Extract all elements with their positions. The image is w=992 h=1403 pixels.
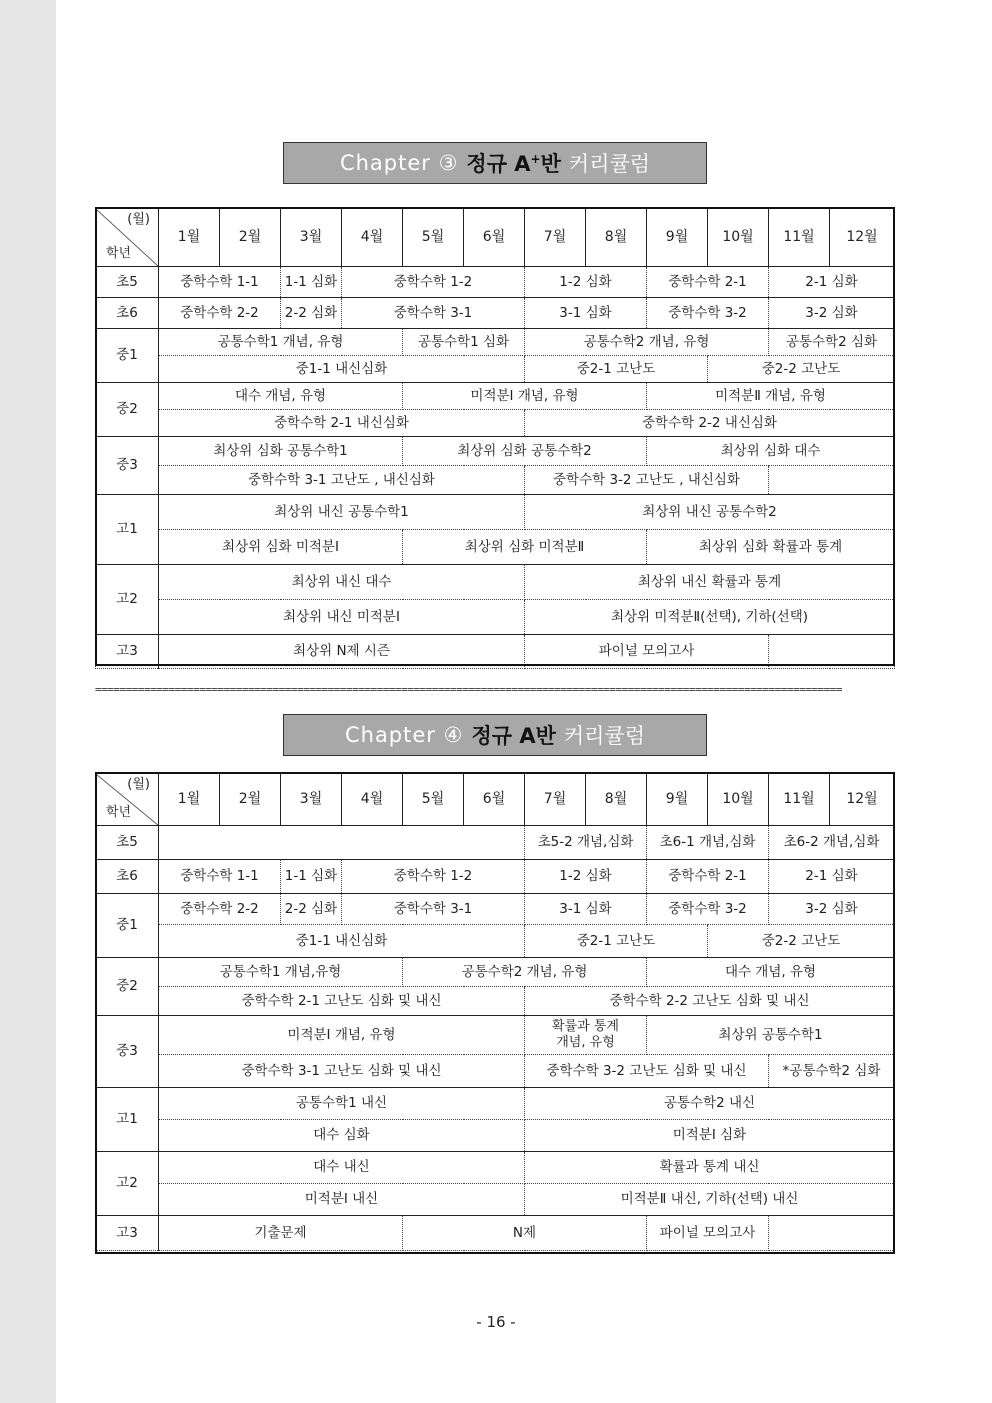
grade-label: 고1 [96, 1088, 159, 1152]
month-header: 12월 [830, 774, 895, 826]
course-cell: 중2-1 고난도 [525, 925, 708, 958]
table-row [96, 826, 895, 860]
month-header: 3월 [281, 774, 342, 826]
table-row [96, 1120, 895, 1152]
month-header: 3월 [281, 209, 342, 267]
table-row [96, 530, 895, 565]
course-cell: 최상위 심화 미적분Ⅰ [159, 530, 403, 565]
course-cell: 중1-1 내신심화 [159, 925, 525, 958]
course-cell: 3-1 심화 [525, 894, 647, 925]
corner-grade-label: 학년 [106, 805, 132, 821]
course-cell: 최상위 미적분Ⅱ(선택), 기하(선택) [525, 600, 895, 635]
month-header: 7월 [525, 209, 586, 267]
table-row [96, 1088, 895, 1120]
course-cell: 대수 심화 [159, 1120, 525, 1152]
course-cell: 중학수학 2-2 [159, 894, 281, 925]
course-cell: 중학수학 3-1 [342, 298, 525, 329]
table-row [96, 987, 895, 1016]
course-cell: 중학수학 3-2 고난도 , 내신심화 [525, 466, 769, 495]
course-cell: 미적분Ⅱ 내신, 기하(선택) 내신 [525, 1184, 895, 1216]
course-cell: 중학수학 2-2 고난도 심화 및 내신 [525, 987, 895, 1016]
month-header: 5월 [403, 774, 464, 826]
course-cell: 2-2 심화 [281, 298, 342, 329]
course-cell: 최상위 내신 대수 [159, 565, 525, 600]
course-cell: 2-1 심화 [769, 267, 895, 298]
month-header: 6월 [464, 209, 525, 267]
grade-label: 중3 [96, 437, 159, 495]
grade-label: 고2 [96, 1152, 159, 1216]
month-header-row [96, 774, 895, 826]
table-row [96, 298, 895, 329]
course-cell: 미적분Ⅱ 개념, 유형 [647, 383, 895, 410]
left-gutter [0, 0, 56, 1403]
table-row [96, 437, 895, 466]
course-cell: 최상위 심화 미적분Ⅱ [403, 530, 647, 565]
chapter4-class-name: 정규 A반 [471, 724, 556, 748]
course-cell: 2-1 심화 [769, 860, 895, 894]
course-cell: 기출문제 [159, 1216, 403, 1251]
course-cell: 2-2 심화 [281, 894, 342, 925]
month-header: 9월 [647, 209, 708, 267]
course-cell: 중2-1 고난도 [525, 356, 708, 383]
course-cell: 최상위 공통수학1 [647, 1016, 895, 1055]
chapter3-curriculum-table [95, 208, 895, 669]
chapter3-label: Chapter ③ [339, 151, 459, 175]
corner-cell [96, 209, 159, 267]
grade-label: 초5 [96, 267, 159, 298]
table-row [96, 495, 895, 530]
corner-month-label: (월) [127, 212, 150, 227]
table-row [96, 635, 895, 669]
course-cell: 중학수학 2-1 내신심화 [159, 410, 525, 437]
table-row [96, 1016, 895, 1055]
month-header: 8월 [586, 774, 647, 826]
course-cell: 최상위 내신 확률과 통계 [525, 565, 895, 600]
course-cell: 확률과 통계 개념, 유형 [525, 1016, 647, 1055]
course-cell: 파이널 모의고사 [525, 635, 769, 669]
course-cell: 1-1 심화 [281, 860, 342, 894]
empty-cell [769, 1216, 895, 1251]
grade-label: 중1 [96, 894, 159, 958]
grade-label: 고3 [96, 1216, 159, 1251]
chapter4-curriculum-table [95, 773, 895, 1251]
grade-label: 초5 [96, 826, 159, 860]
course-cell: 최상위 N제 시즌 [159, 635, 525, 669]
course-cell: N제 [403, 1216, 647, 1251]
empty-cell [159, 826, 525, 860]
grade-label: 고2 [96, 565, 159, 635]
course-cell: 미적분Ⅰ 개념, 유형 [159, 1016, 525, 1055]
course-cell: *공통수학2 심화 [769, 1055, 895, 1088]
table-row [96, 466, 895, 495]
chapter3-curriculum-label: 커리큘럼 [568, 152, 651, 176]
course-cell: 미적분Ⅰ 내신 [159, 1184, 525, 1216]
grade-label: 중2 [96, 383, 159, 437]
empty-cell [769, 635, 895, 669]
page-number: - 16 - [476, 1313, 516, 1331]
course-cell: 3-2 심화 [769, 298, 895, 329]
chapter4-curriculum-label: 커리큘럼 [563, 724, 646, 748]
course-cell: 중학수학 3-2 [647, 894, 769, 925]
course-cell: 공통수학2 개념, 유형 [403, 958, 647, 987]
month-header: 9월 [647, 774, 708, 826]
course-cell: 공통수학1 개념, 유형 [159, 329, 403, 356]
grade-label: 초6 [96, 860, 159, 894]
month-header: 1월 [159, 774, 220, 826]
course-cell: 중2-2 고난도 [708, 356, 895, 383]
course-cell: 공통수학2 내신 [525, 1088, 895, 1120]
course-cell: 중학수학 2-1 [647, 267, 769, 298]
grade-label: 고1 [96, 495, 159, 565]
course-cell: 초6-2 개념,심화 [769, 826, 895, 860]
course-cell: 중학수학 1-1 [159, 267, 281, 298]
grade-label: 중2 [96, 958, 159, 1016]
table-row [96, 329, 895, 356]
month-header: 2월 [220, 209, 281, 267]
course-cell: 중학수학 3-1 [342, 894, 525, 925]
course-cell: 중학수학 2-2 [159, 298, 281, 329]
course-cell: 중학수학 3-1 고난도 심화 및 내신 [159, 1055, 525, 1088]
month-header: 11월 [769, 209, 830, 267]
chapter3-class-name: 정규 A+반 [466, 152, 561, 176]
chapter4-label: Chapter ④ [344, 723, 464, 747]
grade-label: 초6 [96, 298, 159, 329]
course-cell: 중학수학 3-2 [647, 298, 769, 329]
course-cell: 공통수학2 개념, 유형 [525, 329, 769, 356]
course-cell: 최상위 심화 공통수학2 [403, 437, 647, 466]
course-cell: 중2-2 고난도 [708, 925, 895, 958]
course-cell: 확률과 통계 내신 [525, 1152, 895, 1184]
table-row [96, 600, 895, 635]
month-header: 8월 [586, 209, 647, 267]
table-row [96, 1216, 895, 1251]
course-cell: 최상위 심화 공통수학1 [159, 437, 403, 466]
course-cell: 초6-1 개념,심화 [647, 826, 769, 860]
table-row [96, 894, 895, 925]
course-cell: 최상위 심화 확률과 통계 [647, 530, 895, 565]
course-cell: 1-2 심화 [525, 860, 647, 894]
month-header: 6월 [464, 774, 525, 826]
course-cell: 중학수학 2-1 고난도 심화 및 내신 [159, 987, 525, 1016]
month-header: 2월 [220, 774, 281, 826]
course-cell: 3-2 심화 [769, 894, 895, 925]
course-cell: 중1-1 내신심화 [159, 356, 525, 383]
course-cell: 공통수학1 내신 [159, 1088, 525, 1120]
course-cell: 공통수학2 심화 [769, 329, 895, 356]
month-header: 10월 [708, 209, 769, 267]
month-header: 10월 [708, 774, 769, 826]
course-cell: 중학수학 3-2 고난도 심화 및 내신 [525, 1055, 769, 1088]
course-cell: 초5-2 개념,심화 [525, 826, 647, 860]
grade-label: 고3 [96, 635, 159, 669]
course-cell: 대수 개념, 유형 [159, 383, 403, 410]
corner-grade-label: 학년 [106, 246, 132, 262]
table-row [96, 958, 895, 987]
course-cell: 중학수학 1-2 [342, 267, 525, 298]
month-header-row [96, 209, 895, 267]
course-cell: 미적분Ⅰ 개념, 유형 [403, 383, 647, 410]
course-cell: 최상위 내신 공통수학2 [525, 495, 895, 530]
course-cell: 중학수학 1-2 [342, 860, 525, 894]
month-header: 5월 [403, 209, 464, 267]
table-row [96, 925, 895, 958]
month-header: 1월 [159, 209, 220, 267]
course-cell: 중학수학 2-1 [647, 860, 769, 894]
course-cell: 공통수학1 심화 [403, 329, 525, 356]
month-header: 4월 [342, 209, 403, 267]
section-divider: ========================================================================================================================== [95, 683, 842, 696]
course-cell: 3-1 심화 [525, 298, 647, 329]
table-row [96, 1184, 895, 1216]
table-row [96, 1055, 895, 1088]
chapter3-title [283, 142, 707, 184]
course-cell: 대수 내신 [159, 1152, 525, 1184]
month-header: 4월 [342, 774, 403, 826]
month-header: 12월 [830, 209, 895, 267]
corner-month-label: (월) [127, 777, 150, 792]
corner-cell [96, 774, 159, 826]
course-cell: 중학수학 3-1 고난도 , 내신심화 [159, 466, 525, 495]
course-cell: 대수 개념, 유형 [647, 958, 895, 987]
table-row [96, 860, 895, 894]
course-cell: 공통수학1 개념,유형 [159, 958, 403, 987]
course-cell: 중학수학 2-2 내신심화 [525, 410, 895, 437]
table-row [96, 356, 895, 383]
month-header: 11월 [769, 774, 830, 826]
grade-label: 중3 [96, 1016, 159, 1088]
course-cell: 최상위 심화 대수 [647, 437, 895, 466]
grade-label: 중1 [96, 329, 159, 383]
table-row [96, 410, 895, 437]
table-row [96, 1152, 895, 1184]
course-cell: 미적분Ⅰ 심화 [525, 1120, 895, 1152]
course-cell: 1-2 심화 [525, 267, 647, 298]
course-cell: 1-1 심화 [281, 267, 342, 298]
month-header: 7월 [525, 774, 586, 826]
table-row [96, 565, 895, 600]
table-row [96, 267, 895, 298]
course-cell: 최상위 내신 미적분Ⅰ [159, 600, 525, 635]
course-cell: 최상위 내신 공통수학1 [159, 495, 525, 530]
table-row [96, 383, 895, 410]
course-cell: 파이널 모의고사 [647, 1216, 769, 1251]
empty-cell [769, 466, 895, 495]
course-cell: 중학수학 1-1 [159, 860, 281, 894]
chapter4-title [283, 714, 707, 756]
